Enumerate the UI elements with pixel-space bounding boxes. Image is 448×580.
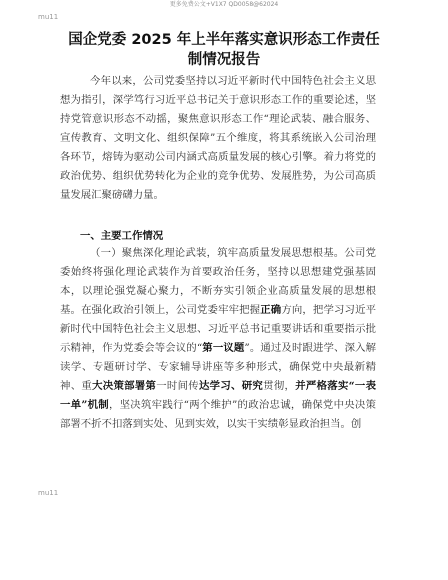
- document-title: [40, 30, 408, 70]
- p2-text-g: ，坚决筑牢践行“两个维护”的政治忠诚，确保党中央决策部署不折不扣落到实处、见到实效，以实干实绩彰显政治担当。创: [60, 399, 376, 430]
- footer-mark: mu11: [38, 489, 59, 497]
- p2-text-a: （一）聚焦深化理论武装，筑牢高质量发展思想根基。公司党委始终将强化理论武装作为首要政治任务，坚持以思想建党强基固本，以理论强党凝心聚力，不断夯实引领企业高质量发展的思想根基。在强化政治引领上，公司党委牢牢把握: [60, 247, 376, 316]
- section-heading: 一、主要工作情况: [80, 230, 164, 242]
- top-banner: 更多免费公文+V1X7 QD0058@62024: [169, 1, 279, 8]
- p2-bold-4: 达学习、研究: [198, 380, 264, 392]
- section-paragraph: [60, 244, 376, 434]
- p2-text-f: 贯彻，: [263, 380, 296, 392]
- header-mark: mu11: [38, 13, 59, 21]
- p2-text-e: 一时间传: [156, 380, 199, 392]
- p2-bold-2: 第一议题: [202, 342, 245, 354]
- intro-paragraph: 今年以来，公司党委坚持以习近平新时代中国特色社会主义思想为指引，深学笃行习近平总书记关于意识形态工作的重要论述，坚持党管意识形态不动摇，聚焦意识形态工作“理论武装、融合服务、宣传教育、文明文化、组织保障”五个维度，将其系统嵌入公司治理各环节，熔铸为驱动公司内涵式高质量发展的核心引擎。着力将党的政治优势、组织优势转化为企业的竞争优势、发展胜势，为公司高质量发展汇聚磅礴力量。: [60, 75, 376, 201]
- title-line-1: 国企党委 2025 年上半年落实意识形态工作责任: [68, 32, 380, 48]
- p2-bold-1: 正确: [260, 304, 282, 316]
- p2-bold-3: 大决策部署第: [92, 380, 157, 392]
- p2-text-d: ”。通过及时跟进学、深入解读学、专题研讨学、专家辅导讲座等多种形式，确保党中央最新精神、重: [60, 342, 377, 392]
- title-line-2: 制情况报告: [187, 52, 261, 68]
- p2-bold-5: 并严格落实“一表一单”机制: [60, 380, 377, 411]
- p2-text-c: 方向，把学习习近平新时代中国特色社会主义思想、习近平总书记重要讲话和重要指示批示精神，作为党委会等会议的“: [60, 304, 377, 354]
